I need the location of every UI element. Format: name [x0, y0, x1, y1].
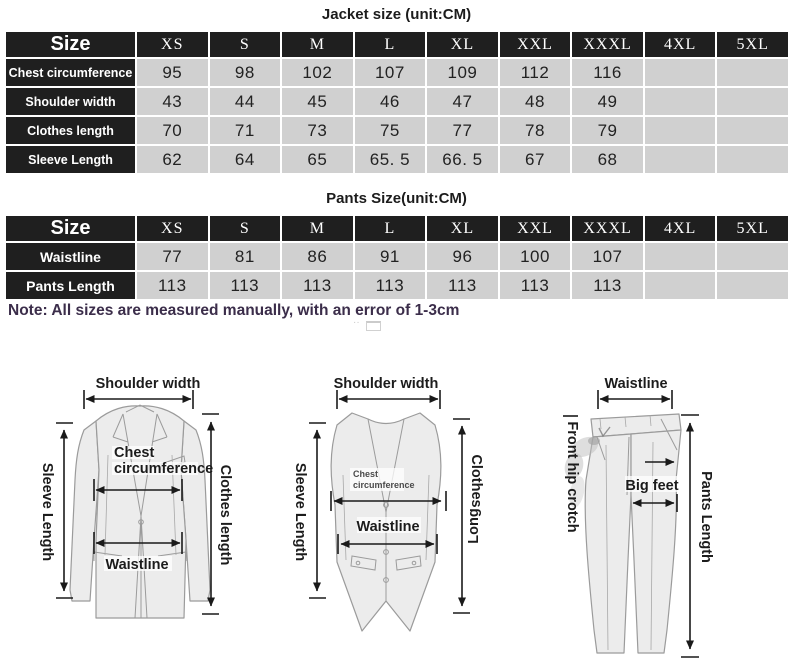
vest-sleeve-length-label: Sleeve Length [292, 462, 309, 562]
size-value-cell: 100 [500, 243, 571, 270]
size-corner-header: Size [6, 216, 135, 241]
column-header-xs: XS [137, 216, 208, 241]
pants-size-table [4, 214, 790, 301]
measurement-note: Note: All sizes are measured manually, with an error of 1-3cm [8, 302, 460, 319]
column-header-xxl: XXL [500, 32, 571, 57]
column-header-m: M [282, 216, 353, 241]
size-value-cell: 66. 5 [427, 146, 498, 173]
column-header-5xl: 5XL [717, 32, 788, 57]
jacket-chest-label-line1: Chest [114, 445, 155, 461]
column-header-l: L [355, 216, 426, 241]
table-row [6, 59, 788, 86]
jacket-shoulder-width-label: Shoulder width [95, 376, 201, 392]
vest-chest-label-line1: Chest [353, 469, 379, 479]
jacket-clothes-length-label: Clothes length [217, 464, 234, 566]
size-value-cell [717, 272, 788, 299]
jacket-size-table [4, 30, 790, 175]
size-value-cell: 95 [137, 59, 208, 86]
vest-chest-label-line2: circumference [353, 480, 415, 490]
size-value-cell: 107 [572, 243, 643, 270]
column-header-xs: XS [137, 32, 208, 57]
row-label: Sleeve Length [6, 146, 135, 173]
cropped-text-artifact [366, 321, 381, 331]
size-value-cell [717, 59, 788, 86]
jacket-chest-label-line2: circumference [114, 461, 214, 477]
column-header-5xl: 5XL [717, 216, 788, 241]
size-value-cell: 48 [500, 88, 571, 115]
size-value-cell: 107 [355, 59, 426, 86]
size-value-cell [645, 243, 716, 270]
column-header-xl: XL [427, 216, 498, 241]
row-label: Pants Length [6, 272, 135, 299]
column-header-4xl: 4XL [645, 216, 716, 241]
size-value-cell [645, 146, 716, 173]
size-value-cell: 67 [500, 146, 571, 173]
pants-table-title: Pants Size(unit:CM) [326, 190, 467, 207]
column-header-4xl: 4XL [645, 32, 716, 57]
size-value-cell: 96 [427, 243, 498, 270]
row-label: Chest circumference [6, 59, 135, 86]
size-value-cell [645, 88, 716, 115]
size-value-cell: 75 [355, 117, 426, 144]
size-value-cell: 113 [355, 272, 426, 299]
size-value-cell: 44 [210, 88, 281, 115]
vest-shoulder-width-label: Shoulder width [333, 376, 439, 392]
vest-diagram [292, 376, 484, 631]
size-value-cell: 77 [137, 243, 208, 270]
size-value-cell [717, 117, 788, 144]
size-value-cell [717, 146, 788, 173]
size-value-cell: 43 [137, 88, 208, 115]
size-value-cell: 78 [500, 117, 571, 144]
size-value-cell: 91 [355, 243, 426, 270]
size-value-cell: 112 [500, 59, 571, 86]
size-value-cell: 113 [137, 272, 208, 299]
size-value-cell: 65. 5 [355, 146, 426, 173]
column-header-m: M [282, 32, 353, 57]
row-label: Shoulder width [6, 88, 135, 115]
table-row [6, 243, 788, 270]
size-value-cell: 113 [572, 272, 643, 299]
column-header-s: S [210, 216, 281, 241]
size-value-cell: 73 [282, 117, 353, 144]
jacket-sleeve-length-label: Sleeve Length [39, 462, 56, 562]
row-label: Waistline [6, 243, 135, 270]
size-value-cell: 65 [282, 146, 353, 173]
pants-right-leg [631, 430, 681, 653]
column-header-xl: XL [427, 32, 498, 57]
size-value-cell: 49 [572, 88, 643, 115]
size-value-cell: 71 [210, 117, 281, 144]
vest-waistline-label: Waistline [356, 519, 420, 535]
pants-length-label: Pants Length [698, 471, 715, 563]
table-row [6, 117, 788, 144]
row-label: Clothes length [6, 117, 135, 144]
jacket-table-title: Jacket size (unit:CM) [321, 6, 472, 23]
vest-long-label: Long [465, 508, 482, 544]
size-value-cell: 46 [355, 88, 426, 115]
jacket-diagram [39, 376, 233, 618]
table-row [6, 146, 788, 173]
size-value-cell: 116 [572, 59, 643, 86]
size-value-cell: 70 [137, 117, 208, 144]
column-header-xxl: XXL [500, 216, 571, 241]
column-header-s: S [210, 32, 281, 57]
size-value-cell: 98 [210, 59, 281, 86]
pants-big-feet-label: Big feet [625, 478, 679, 494]
measurement-diagrams [0, 356, 793, 664]
jacket-waistline-label: Waistline [105, 557, 169, 573]
jacket-left-sleeve [70, 421, 99, 601]
column-header-xxxl: XXXL [572, 216, 643, 241]
pants-diagram [562, 376, 714, 657]
size-value-cell [645, 59, 716, 86]
size-value-cell: 62 [137, 146, 208, 173]
pants-waistline-label: Waistline [604, 376, 668, 392]
vest-clothes-label: Clothes [468, 454, 485, 508]
size-value-cell [645, 117, 716, 144]
size-value-cell: 47 [427, 88, 498, 115]
size-value-cell [717, 88, 788, 115]
size-value-cell: 113 [427, 272, 498, 299]
size-value-cell: 45 [282, 88, 353, 115]
pants-front-hip-crotch-label: Front hip crotch [564, 421, 581, 533]
size-value-cell: 113 [210, 272, 281, 299]
size-value-cell: 68 [572, 146, 643, 173]
size-value-cell: 64 [210, 146, 281, 173]
table-row [6, 88, 788, 115]
table-row [6, 272, 788, 299]
size-value-cell [645, 272, 716, 299]
size-value-cell: 102 [282, 59, 353, 86]
column-header-l: L [355, 32, 426, 57]
size-value-cell: 77 [427, 117, 498, 144]
size-corner-header: Size [6, 32, 135, 57]
column-header-xxxl: XXXL [572, 32, 643, 57]
size-value-cell: 113 [282, 272, 353, 299]
size-value-cell: 81 [210, 243, 281, 270]
size-value-cell: 113 [500, 272, 571, 299]
size-value-cell: 109 [427, 59, 498, 86]
size-value-cell: 79 [572, 117, 643, 144]
size-value-cell [717, 243, 788, 270]
size-value-cell: 86 [282, 243, 353, 270]
